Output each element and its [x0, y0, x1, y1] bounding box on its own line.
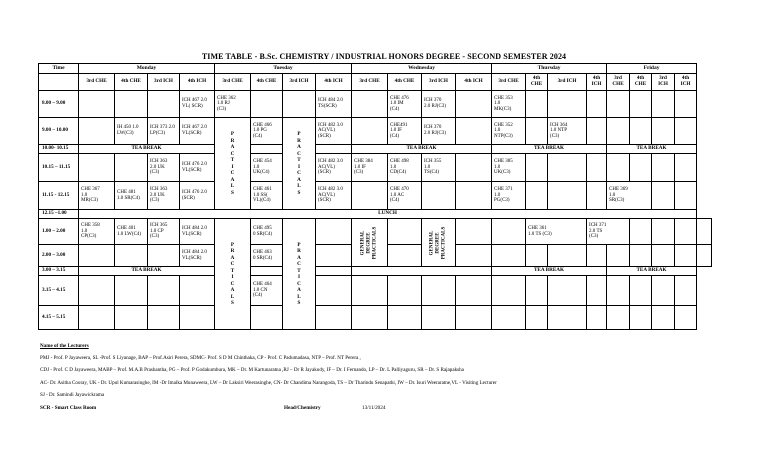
class-cell: CHE 461 1.0 SS( VL)(C4): [251, 182, 283, 210]
col-header: 3rd ICH: [652, 74, 675, 91]
class-cell: ICH 370 2.0 RJ(C3): [422, 91, 456, 118]
class-cell: ICH 482 3.0 AC(VL) (SCR): [316, 154, 352, 182]
day-thursday: Thursday: [492, 64, 607, 74]
class-cell: ICH 363 2.0 UK (C3): [148, 154, 180, 182]
time-slot: 8.00 – 9.00: [39, 91, 79, 118]
lecturer-legend: [40, 343, 760, 404]
col-header: 4th ICH: [587, 74, 607, 91]
time-slot: 12.15 –1.00: [39, 210, 79, 219]
time-slot: 1.00 – 2.00: [39, 219, 79, 245]
class-cell: ICH 365 1.0 CP (C3): [148, 219, 180, 245]
lunch-break: LUNCH: [79, 210, 697, 219]
class-cell: IH 450 1.0 LW(C3): [115, 118, 148, 145]
scr-note: SCR - Smart Class Room: [40, 405, 97, 411]
col-header: 3rd CHE: [607, 74, 630, 91]
row-0900: [39, 118, 712, 145]
tea-break: TEA BREAK: [79, 145, 215, 154]
col-header: 4th CHE: [115, 74, 148, 91]
row-1615: [39, 306, 712, 330]
class-cell: ICH 363 2.0 UK (C3): [148, 182, 180, 210]
class-cell: CHE491 1.0 IF (C4): [388, 118, 422, 145]
time-slot: 10.15 – 11.15: [39, 154, 79, 182]
class-cell: CHE 495 0 SR(C4): [251, 219, 283, 245]
col-header: 3rd ICH: [422, 74, 456, 91]
class-cell: ICH 373 2.0 LP(C3): [148, 118, 180, 145]
practicals-tue-am-ich: P R A C T I C A L S: [283, 118, 316, 210]
col-header: 4th ICH: [675, 74, 697, 91]
class-cell: CHE 476 1.0 IM (C4): [388, 91, 422, 118]
day-friday: Friday: [607, 64, 697, 74]
timetable: [38, 63, 712, 330]
practicals-tue-pm-ich: P R A C T I C A L S: [283, 219, 316, 330]
class-cell: CHE 352 1.0 NTP(C3): [492, 118, 526, 145]
row-lunch: [39, 210, 712, 219]
head-signature: Head/Chemistry: [284, 405, 321, 411]
time-slot: 10.00- 10.15: [39, 145, 79, 154]
row-0800: [39, 91, 712, 118]
col-header: 3rd ICH: [283, 74, 316, 91]
tea-break: TEA BREAK: [607, 145, 697, 154]
class-cell: CHE 454 1.0 UK(C4): [251, 154, 283, 182]
class-cell: CHE 498 1.0 CD(C4): [388, 154, 422, 182]
col-header: 3rd CHE: [215, 74, 251, 91]
class-cell: CHE 384 1.0 IF (C3): [352, 154, 388, 182]
row-tea-pm: [39, 267, 712, 276]
timetable-title: TIME TABLE - B.Sc. CHEMISTRY / INDUSTRIAL HONORS DEGREE - SECOND SEMESTER 2024: [201, 52, 567, 61]
class-cell: ICH 467 2.0 VL(SCR): [180, 118, 215, 145]
time-slot: 4.15 – 5.15: [39, 306, 79, 330]
class-cell: ICH 484 2.0 TS(SCR): [316, 91, 352, 118]
class-cell: CHE 367 1.0 MR(C3): [79, 182, 115, 210]
class-cell: CHE 353 1.0 MK(C3): [492, 91, 526, 118]
general-degree-practicals: GENERAL DEGREE PRACTICALS: [352, 219, 388, 267]
class-cell: CHE 470 1.0 AC (C4): [388, 182, 422, 210]
lecturer-line: AC- Dr. Asitha Cooray, UK - Dr. Upul Kumarasinghe, IM -Dr Imalka Munaweera, LW – Dr Laksiri Weerasinghe, CN- Dr Chandima Narangoda, TS – Dr Tharindu Senapathi, IW – Dr. Isuri Weeraratne,VL - Visiting Lecturer: [40, 379, 497, 386]
class-cell: CHE 466 1.0 PG (C4): [251, 118, 283, 145]
class-cell: ICH 482 3.0 AC(VL) (SCR): [316, 182, 352, 210]
tea-break: TEA BREAK: [492, 145, 607, 154]
col-header: 4th CHE: [251, 74, 283, 91]
class-cell: ICH 467 2.0 VL( SCR): [180, 91, 215, 118]
class-cell: ICH 482 3.0 AC(VL) (SCR): [316, 118, 352, 145]
col-header: 3rd CHE: [492, 74, 526, 91]
time-slot: 9.00 – 10.00: [39, 118, 79, 145]
time-slot: 11.15 - 12.15: [39, 182, 79, 210]
class-cell: CHE 463 0 SR(C4): [251, 245, 283, 267]
lecturer-heading: Name of the Lecturers: [40, 343, 89, 349]
time-header: Time: [39, 64, 79, 74]
row-1115: [39, 182, 712, 210]
day-tuesday: Tuesday: [215, 64, 352, 74]
col-header: 4th CHE: [388, 74, 422, 91]
col-header: 3rd CHE: [352, 74, 388, 91]
class-cell: ICH 476 2.0 (SCR): [180, 182, 215, 210]
day-wednesday: Wednesday: [352, 64, 492, 74]
col-header: 4th ICH: [316, 74, 352, 91]
class-cell: CHE 369 1.0 SR(C3): [607, 182, 652, 210]
tea-break: TEA BREAK: [607, 267, 697, 276]
time-slot: 2.00 – 3.00: [39, 245, 79, 267]
col-header: 3rd ICH: [548, 74, 587, 91]
lecturer-line: SJ - Dr. Samindi Jayawickrama: [40, 391, 105, 398]
lecturer-line: CDJ - Prof. C D Jayaweera, MABP – Prof. M.A.B Prashantha, PG – Prof. P Godakumbura, MK – Dr. M Kartunaratna ,RJ – Dr R Jayakody, IF – Dr. I Fernando, LP – Dr. L Palliyaguru, SR – Dr. S Rajapaksha: [40, 367, 464, 374]
tea-break: TEA BREAK: [79, 267, 215, 276]
class-cell: ICH 484 2.0 VL(SCR): [180, 245, 215, 267]
general-degree-practicals: GENERAL DEGREE PRACTICALS: [422, 219, 456, 267]
document-date: 13/11/2024: [362, 405, 386, 411]
class-cell: ICH 355 1.0 TS(C4): [422, 154, 456, 182]
row-1015: [39, 154, 712, 182]
class-cell: CHE 371 1.0 PG(C3): [492, 182, 526, 210]
row-1515: [39, 276, 712, 306]
row-1300: [39, 219, 712, 245]
class-cell: CHE 464 1.0 CN (C4): [251, 276, 283, 306]
col-header: 4th CHE: [630, 74, 652, 91]
subheader-row: [39, 74, 712, 91]
class-cell: ICH 370 2.0 RJ(C3): [422, 118, 456, 145]
col-header: 4th ICH: [180, 74, 215, 91]
class-cell: CHE 385 1.0 UK(C3): [492, 154, 526, 182]
time-slot: 3.15 – 4.15: [39, 276, 79, 306]
lecturer-line: PMJ - Prof. P Jayaweera, SL -Prof. S Liyanage, BAP – Prof.Asiri Perera, SDMC- Prof. S D M Chinthaka, CP - Prof. C Padumadasa, NTP – Prof. NT Perera ,: [40, 355, 361, 362]
tea-break: TEA BREAK: [492, 267, 607, 276]
row-tea-am: [39, 145, 712, 154]
tea-break: TEA BREAK: [352, 145, 492, 154]
class-cell: ICH 371 2.0 TS (C3): [587, 219, 630, 245]
class-cell: CHE 481 1.0 SR(C4): [115, 182, 148, 210]
practicals-tue-am: P R A C T I C A L S: [215, 118, 251, 210]
col-header: 3rd ICH: [148, 74, 180, 91]
class-cell: CHE 361 1.0 TS (C3): [526, 219, 587, 245]
col-header: 4th ICH: [456, 74, 492, 91]
class-cell: CHE 362 1.0 RJ (C3): [215, 91, 251, 118]
class-cell: ICH 476 2.0 VL(SCR): [180, 154, 215, 182]
time-slot: 3.00 – 3.15: [39, 267, 79, 276]
practicals-tue-pm: P R A C T I C A L S: [215, 219, 251, 330]
class-cell: ICH 364 1.0 NTP (C3): [548, 118, 587, 145]
class-cell: CHE 358 1.0 CP(C3): [79, 219, 115, 245]
col-header: 3rd CHE: [79, 74, 115, 91]
day-monday: Monday: [79, 64, 215, 74]
col-header: 4th CHE: [526, 74, 548, 91]
class-cell: CHE 401 1.0 LW(C4): [115, 219, 148, 245]
class-cell: ICH 484 2.0 VL(SCR): [180, 219, 215, 245]
